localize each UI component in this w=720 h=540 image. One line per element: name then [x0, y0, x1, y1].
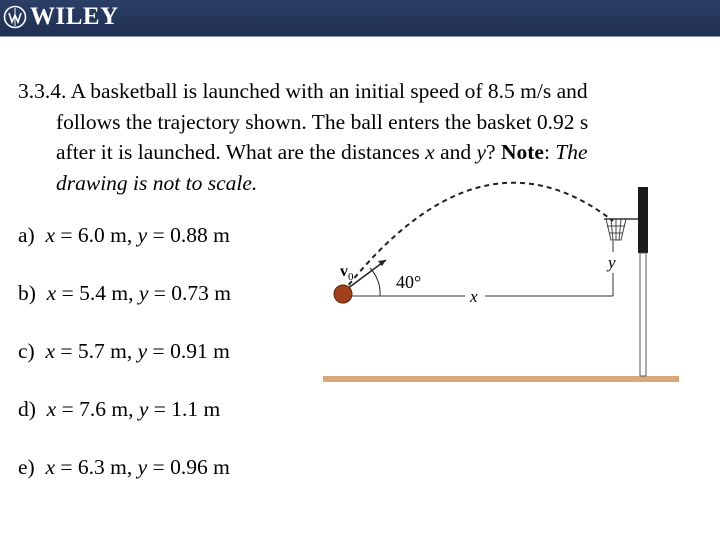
basketball — [334, 285, 352, 303]
note-label: Note — [500, 140, 544, 164]
y-label: y — [608, 253, 616, 272]
wiley-logo-icon — [3, 5, 27, 29]
brand-name: WILEY — [30, 3, 119, 30]
variable-y: y — [476, 140, 487, 164]
wiley-logo[interactable] — [3, 2, 119, 32]
question-line-3: after it is launched. What are the distances x and y? Note: The — [56, 140, 588, 164]
answer-option-d[interactable]: d) x = 7.6 m, y = 1.1 m — [18, 397, 221, 421]
angle-label: 40° — [396, 272, 422, 292]
question-line-1: 3.3.4. A basketball is launched with an initial speed of 8.5 m/s and — [18, 79, 588, 103]
trajectory-figure — [320, 180, 690, 390]
ground — [323, 376, 679, 382]
answer-option-a[interactable]: a) x = 6.0 m, y = 0.88 m — [18, 223, 230, 247]
question-line-4: drawing is not to scale. — [56, 170, 258, 195]
question-number: 3.3.4. — [18, 79, 67, 103]
header-bar — [0, 0, 720, 37]
question-line-2: follows the trajectory shown. The ball enters the basket 0.92 s — [56, 109, 589, 134]
trajectory-path — [343, 183, 613, 292]
variable-x: x — [425, 140, 435, 164]
answer-option-e[interactable]: e) x = 6.3 m, y = 0.96 m — [18, 455, 230, 479]
backboard — [638, 187, 648, 253]
angle-arc — [370, 268, 380, 296]
net — [606, 219, 626, 240]
velocity-label: $v_0$ — [340, 263, 354, 283]
answer-option-b[interactable]: b) x = 5.4 m, y = 0.73 m — [18, 281, 232, 305]
answer-option-c[interactable]: c) x = 5.7 m, y = 0.91 m — [18, 339, 230, 363]
x-label: x — [470, 287, 478, 306]
hoop-pole — [640, 253, 646, 376]
